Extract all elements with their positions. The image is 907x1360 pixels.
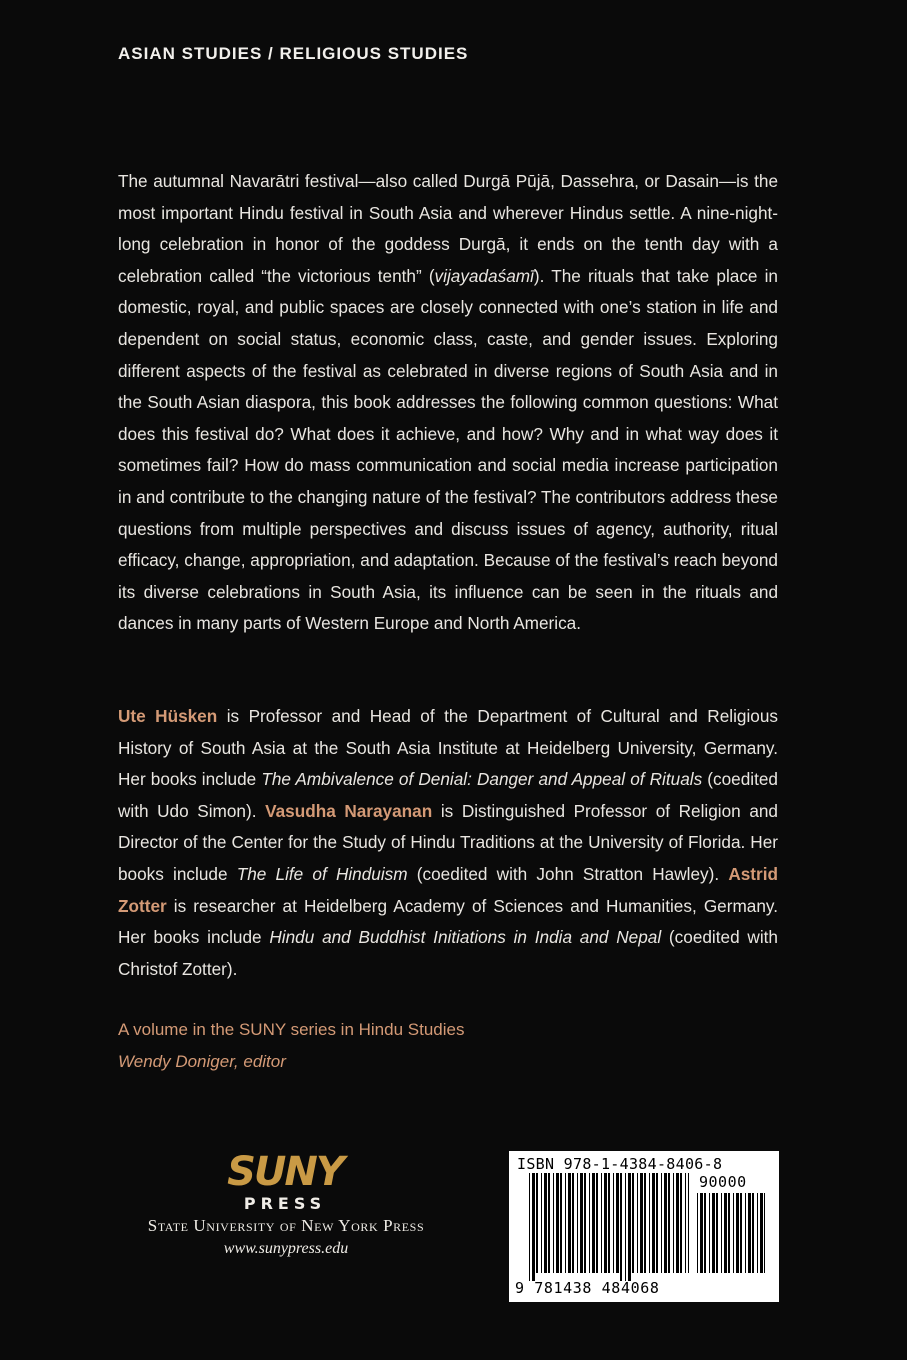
barcode-bar: [685, 1173, 686, 1273]
author-bio-3-text: is researcher at Heidelberg Academy of Sciences and Humanities, Germany. Her books include: [118, 895, 778, 948]
publisher-logo: [215, 1149, 355, 1213]
publisher-name: State University of New York Press: [147, 1216, 425, 1235]
barcode-bar: [532, 1173, 535, 1281]
barcode-bar: [637, 1173, 638, 1273]
barcode-bar: [616, 1173, 619, 1273]
series-editor: Wendy Doniger, editor: [118, 1052, 286, 1071]
author-bio-2-text: is Distinguished Professor of Religion and Director of the Center for the Study of Hindu Traditions at the University of Florida. Her books include: [118, 800, 778, 884]
isbn-number: ISBN 978-1-4384-8406-8: [517, 1155, 723, 1173]
author-3-book-title: Hindu and Buddhist Initiations in India and Nepal: [269, 927, 662, 948]
barcode-bar: [724, 1193, 727, 1273]
barcode-bar: [760, 1193, 763, 1273]
barcode-bar: [673, 1173, 674, 1273]
barcode-bar: [716, 1193, 718, 1273]
barcode-bar: [568, 1173, 571, 1273]
description-part-2: ). The rituals that take place in domestic, royal, and public spaces are closely connected with one’s station in life and dependent on social status, economic class, caste, and gender issues. Exploring different aspects of the festival as celebrated in diverse regions of South Asia and in the South Asian diaspora, this book addresses the following common questions: What does this festival do? What does it achieve, and how? Why and in what way does it sometimes fail? How do mass communication and social media increase participation in and contribute to the changing nature of the festival? The contributors address these questions from multiple perspectives and discuss issues of agency, authority, ritual efficacy, change, appropriation, and adaptation. Because of the festival’s reach beyond its diverse celebrations in South Asia, its influence can be seen in the rituals and dances in many parts of Western Europe and North America.: [118, 265, 778, 634]
barcode-bar: [556, 1173, 559, 1273]
barcode-bar: [664, 1173, 667, 1273]
isbn-barcode: [509, 1151, 779, 1302]
author-bio-1-text: is Professor and Head of the Department of Cultural and Religious History of South Asia at the South Asia Institute at Heidelberg University, Germany. Her books include: [118, 706, 778, 790]
author-name-1: Ute Hüsken: [118, 706, 218, 726]
barcode-bar: [676, 1173, 679, 1273]
barcode-bar: [548, 1173, 550, 1273]
publisher-url[interactable]: www.sunypress.edu: [223, 1240, 349, 1257]
barcode-bar: [592, 1173, 595, 1273]
barcode-bar: [541, 1173, 542, 1273]
barcode-bar: [640, 1173, 643, 1273]
barcode-bar: [644, 1173, 646, 1273]
barcode-bar: [580, 1173, 583, 1273]
description-part-1: The autumnal Navarātri festival—also called Durgā Pūjā, Dassehra, or Dasain—is the most important Hindu festival in South Asia and wherever Hindus settle. A nine-night-long celebration in honor of the goddess Durgā, it ends on the tenth day with a celebration called “the victorious tenth” (: [118, 171, 778, 286]
addon-barcode-bars: [697, 1193, 765, 1281]
ean-digits: 9 781438 484068: [515, 1279, 660, 1297]
barcode-bar: [565, 1173, 566, 1273]
price-code: 90000: [699, 1173, 747, 1191]
author-bios: [118, 701, 778, 985]
author-bio-3-text-end: (coedited with Christof Zotter).: [118, 927, 778, 979]
barcode-bar: [553, 1173, 554, 1273]
barcode-bar: [628, 1173, 631, 1281]
publisher-logo-subword: PRESS: [243, 1194, 327, 1213]
barcode-bar: [680, 1173, 682, 1273]
barcode-bar: [596, 1173, 598, 1273]
barcode-bar: [697, 1193, 698, 1273]
barcode-bar: [544, 1173, 547, 1273]
barcode-bar: [529, 1173, 530, 1281]
barcode-bar: [712, 1193, 715, 1273]
barcode-bar: [688, 1173, 689, 1273]
publisher-logo-word: SUNY: [227, 1149, 343, 1195]
barcode-bar: [709, 1193, 710, 1273]
author-2-book-title: The Life of Hinduism: [236, 863, 408, 884]
barcode-bar: [620, 1173, 622, 1281]
barcode-bar: [748, 1193, 751, 1273]
barcode-bar: [721, 1193, 722, 1273]
author-bio-1-text-end: (coedited with Udo Simon).: [118, 769, 778, 821]
barcode-bar: [745, 1193, 746, 1273]
barcode-bar: [661, 1173, 662, 1273]
barcode-bar: [757, 1193, 758, 1273]
author-name-3: Astrid Zotter: [118, 863, 778, 916]
barcode-bar: [649, 1173, 650, 1273]
barcode-bar: [668, 1173, 670, 1273]
barcode-bar: [536, 1173, 538, 1273]
barcode-bar: [700, 1193, 703, 1273]
barcode-bar: [601, 1173, 602, 1273]
barcode-bar: [589, 1173, 590, 1273]
description-italic-term: vijayadaśamī: [434, 265, 534, 286]
barcode-bar: [764, 1193, 765, 1273]
author-bio-2-text-end: (coedited with John Stratton Hawley).: [407, 863, 729, 884]
barcode-bar: [560, 1173, 562, 1273]
category-label: ASIAN STUDIES / RELIGIOUS STUDIES: [118, 44, 469, 63]
ean-barcode-bars: [529, 1173, 689, 1281]
series-statement: A volume in the SUNY series in Hindu Studies: [118, 1020, 465, 1039]
author-name-2: Vasudha Narayanan: [265, 800, 433, 821]
barcode-bar: [736, 1193, 739, 1273]
barcode-bar: [728, 1193, 730, 1273]
barcode-bar: [572, 1173, 574, 1273]
barcode-bar: [740, 1193, 742, 1273]
barcode-bar: [604, 1173, 607, 1273]
author-1-book-title: The Ambivalence of Denial: Danger and Appeal of Rituals: [261, 769, 703, 790]
barcode-bar: [584, 1173, 586, 1273]
barcode-bar: [577, 1173, 578, 1273]
barcode-bar: [733, 1193, 734, 1273]
barcode-bar: [656, 1173, 658, 1273]
barcode-bar: [625, 1173, 626, 1281]
barcode-bar: [652, 1173, 655, 1273]
barcode-bar: [752, 1193, 754, 1273]
book-description: [118, 166, 778, 640]
barcode-bar: [632, 1173, 634, 1273]
barcode-bar: [608, 1173, 610, 1273]
barcode-bar: [704, 1193, 706, 1273]
barcode-bar: [613, 1173, 614, 1273]
